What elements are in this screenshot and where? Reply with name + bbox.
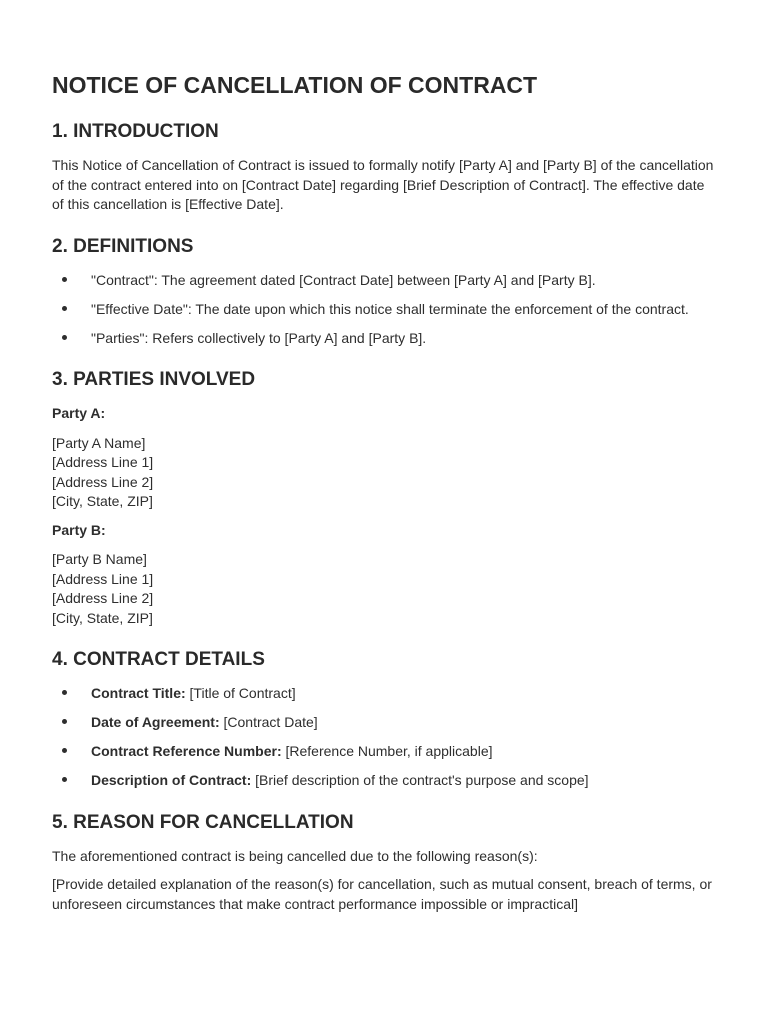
contract-description-value: [Brief description of the contract's purpose and scope]: [251, 772, 589, 788]
party-b-label: Party B:: [52, 521, 106, 538]
party-a-label: Party A:: [52, 405, 106, 421]
party-b-city-state-zip: [City, State, ZIP]: [52, 609, 153, 626]
contract-description-label: Description of Contract:: [91, 772, 252, 788]
document-title: NOTICE OF CANCELLATION OF CONTRACT: [52, 72, 538, 98]
section-heading-contract-details: 4. CONTRACT DETAILS: [52, 649, 265, 670]
reference-number-value: [Reference Number, if applicable]: [281, 743, 493, 759]
party-a-address-line-2: [Address Line 2]: [52, 473, 154, 490]
party-b-address-line-1: [Address Line 1]: [52, 570, 154, 587]
list-item: [52, 684, 718, 704]
contract-details-list: [52, 684, 718, 791]
list-item: [52, 271, 718, 291]
introduction-paragraph: This Notice of Cancellation of Contract is issued to formally notify [Party A] and [Party B] of the cancellation of the contract entered into on [Contract Date] regarding [Brief Description of Contract]. The effective date of this cancellation is [Effective Date].: [52, 157, 714, 212]
contract-title-value: [Title of Contract]: [185, 685, 296, 701]
agreement-date-value: [Contract Date]: [219, 714, 318, 730]
definition-text: "Contract": The agreement dated [Contract Date] between [Party A] and [Party B].: [91, 271, 596, 288]
party-a-address-line-1: [Address Line 1]: [52, 454, 154, 470]
bullet-icon: [62, 690, 67, 695]
party-a-address: [52, 434, 718, 512]
party-b-address: [52, 550, 718, 628]
definitions-list: [52, 271, 718, 349]
definition-text: "Parties": Refers collectively to [Party A] and [Party B].: [91, 329, 427, 346]
reference-number-label: Contract Reference Number:: [91, 743, 282, 759]
agreement-date-label: Date of Agreement:: [91, 714, 220, 730]
definition-text: "Effective Date": The date upon which this notice shall terminate the enforcement of the contract.: [91, 300, 689, 317]
party-b-name: [Party B Name]: [52, 551, 147, 567]
section-heading-reason: 5. REASON FOR CANCELLATION: [52, 811, 354, 833]
list-item: [52, 300, 718, 320]
party-b-address-line-2: [Address Line 2]: [52, 590, 154, 606]
section-heading-introduction: 1. INTRODUCTION: [52, 121, 219, 142]
party-a-city-state-zip: [City, State, ZIP]: [52, 493, 153, 509]
reason-intro-paragraph: The aforementioned contract is being cancelled due to the following reason(s):: [52, 847, 538, 864]
bullet-icon: [62, 777, 67, 782]
bullet-icon: [62, 748, 67, 753]
party-a-name: [Party A Name]: [52, 434, 146, 451]
section-heading-parties: 3. PARTIES INVOLVED: [52, 369, 256, 390]
reason-detail-paragraph: [Provide detailed explanation of the reason(s) for cancellation, such as mutual consent, breach of terms, or unforeseen circumstances that make contract performance impossible or impractical]: [52, 876, 712, 912]
bullet-icon: [62, 306, 67, 311]
bullet-icon: [62, 335, 67, 340]
bullet-icon: [62, 719, 67, 724]
list-item: [52, 742, 718, 762]
bullet-icon: [62, 277, 67, 282]
contract-title-label: Contract Title:: [91, 685, 186, 701]
list-item: [52, 713, 718, 733]
list-item: [52, 771, 718, 791]
list-item: [52, 329, 718, 349]
section-heading-definitions: 2. DEFINITIONS: [52, 235, 194, 257]
